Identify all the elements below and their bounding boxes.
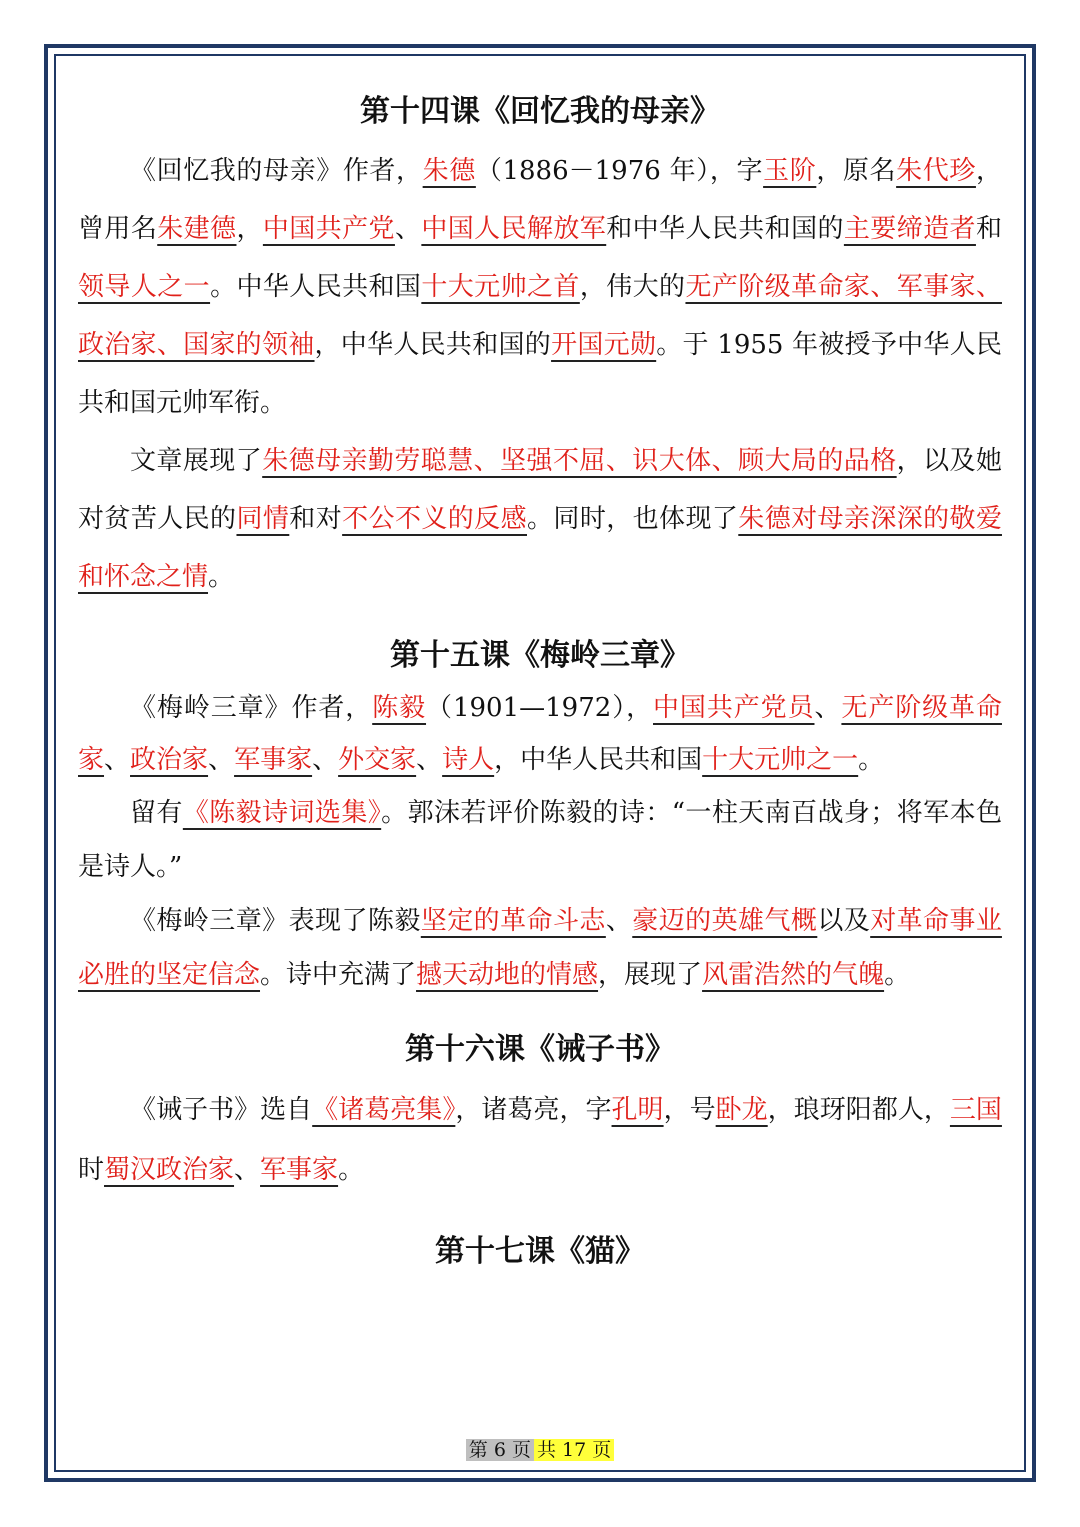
text: 。于 1955 年被授予中华人民共和国元帅军衔。 — [78, 330, 1002, 418]
key-term: 朱德 — [422, 156, 476, 186]
text: ，以及她对贫苦人民的 — [78, 446, 1002, 534]
lesson-15-paragraph-2 — [78, 786, 1002, 894]
text: 。 — [208, 562, 235, 592]
text: 。 — [858, 745, 885, 775]
key-term: 主要缔造者 — [843, 214, 976, 244]
key-term: 外交家 — [338, 745, 417, 775]
key-term: 无产阶级革命家、军事家、政治家、国家的领袖 — [78, 272, 1002, 360]
page-total: 共 17 页 — [534, 1439, 614, 1461]
text: 、 — [814, 693, 842, 723]
text: 《回忆我的母亲》作者， — [130, 156, 423, 186]
key-term: 卧龙 — [715, 1095, 768, 1125]
text: 《梅岭三章》表现了陈毅 — [130, 906, 421, 936]
text: 、 — [605, 906, 633, 936]
text: 和中华人民共和国的 — [606, 214, 844, 244]
lesson-17-title: 第十七课《猫》 — [435, 1234, 645, 1269]
text: 时 — [78, 1155, 105, 1185]
text: 、 — [394, 214, 422, 244]
key-term: 豪迈的英雄气概 — [632, 906, 818, 936]
text: 。 — [338, 1155, 365, 1185]
lesson-16-title: 第十六课《诫子书》 — [405, 1032, 675, 1067]
key-term: 朱德对母亲深深的敬爱和怀念之情 — [78, 504, 1002, 592]
key-term: 朱建德 — [157, 214, 237, 244]
key-term: 三国 — [949, 1095, 1002, 1125]
key-term: 撼天动地的情感 — [416, 960, 599, 990]
key-term: 朱代珍 — [896, 156, 976, 186]
key-term: 不公不义的反感 — [342, 504, 527, 534]
key-term: 诗人 — [442, 745, 495, 775]
text: 。同时，也体现了 — [527, 504, 739, 534]
key-term: 玉阶 — [763, 156, 817, 186]
text: ， — [236, 214, 263, 244]
key-term: 军事家 — [260, 1155, 339, 1185]
key-term: 风雷浩然的气魄 — [702, 960, 885, 990]
key-term: 蜀汉政治家 — [104, 1155, 235, 1185]
text: ，原名 — [816, 156, 897, 186]
lesson-14-paragraph-1 — [78, 142, 1002, 432]
key-term: 对革命事业必胜的坚定信念 — [78, 906, 1002, 990]
lesson-14-title: 第十四课《回忆我的母亲》 — [360, 94, 720, 129]
text: 、 — [104, 745, 131, 775]
text: 文章展现了 — [130, 446, 263, 476]
key-term: 同情 — [236, 504, 290, 534]
key-term: 孔明 — [611, 1095, 664, 1125]
key-term: 无产阶级革命家 — [78, 693, 1002, 775]
key-term: 坚定的革命斗志 — [420, 906, 606, 936]
key-term: 十大元帅之一 — [702, 745, 859, 775]
text: ，展现了 — [598, 960, 703, 990]
page-footer — [0, 1436, 1080, 1464]
text: 、 — [416, 745, 443, 775]
document-body — [78, 92, 1002, 1272]
text: 。郭沫若评价陈毅的诗：“一柱天南百战身；将军本色是诗人。” — [78, 798, 1002, 882]
text: 《诫子书》选自 — [130, 1095, 313, 1125]
text: ，中华人民共和国 — [494, 745, 703, 775]
text: 和对 — [289, 504, 343, 534]
text: ，伟大的 — [579, 272, 686, 302]
key-term: 领导人之一 — [78, 272, 211, 302]
lesson-14-paragraph-2 — [78, 432, 1002, 606]
key-term: 十大元帅之首 — [421, 272, 580, 302]
text: 、 — [208, 745, 235, 775]
text: 《梅岭三章》作者， — [130, 693, 373, 723]
text: 。 — [884, 960, 911, 990]
key-term: 军事家 — [234, 745, 313, 775]
lesson-15-paragraph-1 — [78, 682, 1002, 786]
text: 和 — [975, 214, 1002, 244]
text: 、 — [312, 745, 339, 775]
text: 。诗中充满了 — [260, 960, 417, 990]
text: ，琅玡阳都人， — [767, 1095, 950, 1125]
key-term: 朱德母亲勤劳聪慧、坚强不屈、识大体、顾大局的品格 — [262, 446, 897, 476]
text: （1886－1976 年），字 — [475, 156, 764, 186]
key-term: 中国共产党员 — [653, 693, 815, 723]
lesson-15-paragraph-3 — [78, 894, 1002, 1002]
lesson-15-title: 第十五课《梅岭三章》 — [390, 638, 690, 673]
text: ，曾用名 — [78, 156, 1002, 244]
page-number: 第 6 页 — [466, 1439, 534, 1461]
key-term: 陈毅 — [372, 693, 427, 723]
key-term: 政治家 — [130, 745, 209, 775]
text: ，号 — [663, 1095, 716, 1125]
text: 。中华人民共和国 — [210, 272, 422, 302]
text: 以及 — [817, 906, 871, 936]
key-term: 中国共产党 — [262, 214, 395, 244]
key-term: 《陈毅诗词选集》 — [182, 798, 382, 828]
key-term: 开国元勋 — [551, 330, 657, 360]
text: ，诸葛亮，字 — [455, 1095, 612, 1125]
key-term: 《诸葛亮集》 — [312, 1095, 456, 1125]
text: 、 — [234, 1155, 261, 1185]
text: （1901—1972）， — [426, 693, 654, 723]
text: 留有 — [130, 798, 183, 828]
lesson-16-paragraph-1 — [78, 1080, 1002, 1200]
key-term: 中国人民解放军 — [421, 214, 607, 244]
text: ，中华人民共和国的 — [314, 330, 552, 360]
